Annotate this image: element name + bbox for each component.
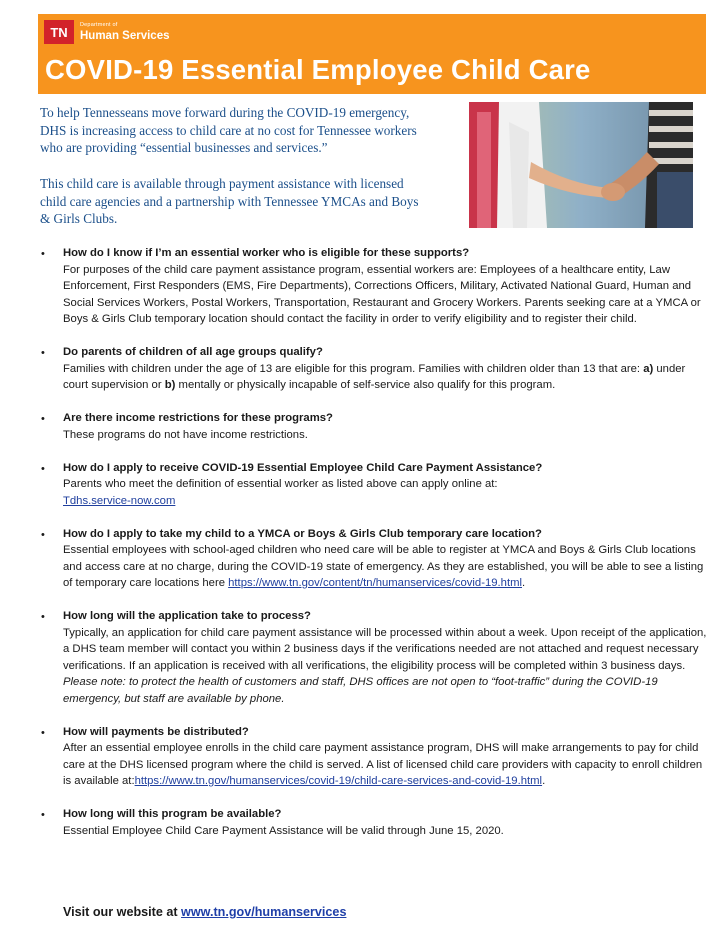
parent-child-hands-image [469, 102, 693, 228]
faq-question: How will payments be distributed? [63, 725, 249, 738]
logo-department-label: Department of [80, 22, 118, 28]
website-link[interactable]: www.tn.gov/humanservices [181, 905, 347, 919]
faq-answer: These programs do not have income restrictions. [63, 428, 308, 441]
header-banner [38, 14, 706, 94]
child-care-providers-link[interactable]: https://www.tn.gov/humanservices/covid-19/child-care-services-and-covid-19.html [134, 775, 543, 787]
bullet: • [41, 611, 45, 623]
faq-item [38, 245, 708, 328]
temporary-care-locations-link[interactable]: https://www.tn.gov/content/tn/humanservices/covid-19.html [228, 577, 522, 589]
faq-answer: Parents who meet the definition of essential worker as listed above can apply online at: [63, 478, 498, 490]
tn-logo: TN [44, 20, 74, 44]
faq-item [38, 608, 708, 707]
page-title: COVID-19 Essential Employee Child Care [45, 54, 591, 85]
faq-item [38, 344, 708, 394]
bullet: • [41, 413, 45, 425]
faq-question: How do I apply to take my child to a YMCA or Boys & Girls Club temporary care location? [63, 527, 542, 540]
website-footer [63, 904, 346, 921]
faq-question: Are there income restrictions for these programs? [63, 412, 333, 424]
website-label: Visit our website at [63, 905, 182, 919]
faq-item [38, 724, 708, 790]
faq-item [38, 806, 708, 839]
bullet: • [41, 347, 45, 359]
faq-answer: Essential Employee Child Care Payment Assistance will be valid through June 15, 2020. [63, 824, 504, 837]
faq-question: How long will the application take to process? [63, 610, 311, 622]
intro-paragraph-2: This child care is available through payment assistance with licensed child care agencies and a partnership with Tennessee YMCAs and Boys & Girls Clubs. [40, 176, 419, 226]
apply-online-link[interactable]: Tdhs.service-now.com [63, 494, 176, 507]
faq-question: How do I apply to receive COVID-19 Essential Employee Child Care Payment Assistance? [63, 461, 543, 474]
bullet: • [41, 726, 45, 739]
faq-question: How do I know if I’m an essential worker who is eligible for these supports? [63, 247, 470, 259]
faq-answer: For purposes of the child care payment assistance program, essential workers are: Employees of a healthcare entity, Law Enforcement, First Responders (EMS, Fire Departments), Corrections Officers, Military, Activated National Guard, Human and Social Services Workers, Postal Workers, Transportation, Restaurant and Grocery Workers. Parents seeking care at a YMCA or Boys & Girls Club temporary location should contact the facility in order to verify eligibility and to register their child. [63, 263, 701, 325]
faq-answer: Typically, an application for child care payment assistance will be processed within about a week. Upon receipt of the application, a DHS team member will contact you within 2 business days if the verifications needed are not attached and request necessary verifications. If an application is received with all verifications, the eligibility process will be completed within 3 business days. Please note: to protect the health of customers and staff, DHS offices are not open to “foot-traffic” during the COVID-19 emergency, but staff are available by phone. [63, 626, 707, 705]
faq-list [38, 245, 708, 856]
faq-item [38, 526, 708, 592]
bullet: • [41, 248, 45, 260]
faq-question: Do parents of children of all age groups qualify? [63, 346, 323, 358]
faq-answer: Families with children under the age of 13 are eligible for this program. Families with children older than 13 that are: a) under court supervision or b) mentally or physically incapable of self-service also qualify for this program. [63, 362, 686, 391]
faq-answer: After an essential employee enrolls in the child care payment assistance program, DHS will make arrangements to pay for child care at the DHS licensed program where the child is served. A list of licensed child care providers with capacity to enroll children is available at:https://www.tn.gov/humanservices/covid-19/child-care-services-and-covid-19.html. [63, 742, 703, 787]
faq-note: Please note: to protect the health of customers and staff, DHS offices are not open to “foot-traffic” during the COVID-19 emergency, but staff are available by phone. [63, 676, 658, 705]
faq-item [38, 460, 708, 510]
intro-paragraph-1: To help Tennesseans move forward during the COVID-19 emergency, DHS is increasing access to child care at no cost for Tennessee workers who are providing “essential businesses and services.” [40, 105, 417, 155]
faq-item [38, 410, 708, 443]
hands-photo [469, 102, 693, 228]
faq-question: How long will this program be available? [63, 808, 282, 820]
logo-org-label: Human Services [80, 30, 170, 42]
bullet: • [41, 462, 45, 475]
bullet: • [41, 809, 45, 821]
faq-answer: Essential employees with school-aged children who need care will be able to register at YMCA and Boys & Girls Club locations and access care at no charge, during the COVID-19 state of emergency. As they are established, you will be able to see a listing of temporary care locations here https://www.tn.gov/content/tn/humanservices/covid-19.html. [63, 544, 704, 589]
bullet: • [41, 528, 45, 541]
